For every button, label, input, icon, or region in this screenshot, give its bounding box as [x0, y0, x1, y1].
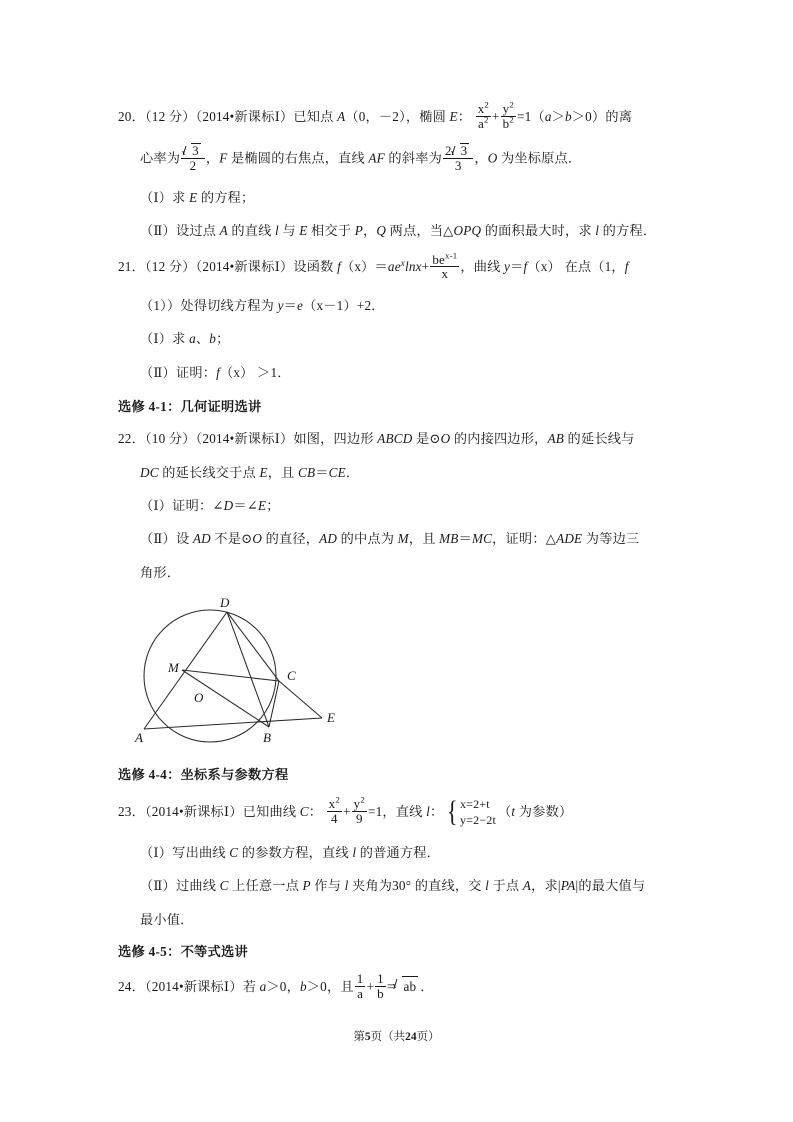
q21-curve-arg: （x）	[527, 259, 561, 275]
diagram-label-C: C	[287, 668, 296, 684]
q21-number: 21	[118, 259, 132, 275]
q20-frac1-den: a	[478, 115, 485, 131]
left-brace-icon: {	[447, 794, 459, 828]
q23-p2-P: P	[302, 878, 311, 894]
q21-frac-b: b	[432, 251, 440, 267]
q21-p2-f: f	[216, 364, 220, 380]
q20-p2-E: E	[299, 223, 308, 239]
q21-l1-c: 在点（1，	[560, 259, 625, 275]
q20-p2-l: l	[275, 223, 279, 239]
q20-sqrt3-b	[452, 143, 472, 158]
q21-l1-a: 设函数	[293, 259, 338, 275]
q21-p1-c: ；	[216, 331, 230, 347]
sec44-colon: ：	[167, 767, 181, 783]
q22-p2-b: 不是⊙	[210, 531, 253, 547]
q23-p3: 最小值．	[140, 911, 194, 927]
question-24-line-1: 24．（2014•新课标Ⅰ）若 a＞0，b＞0，且 $\frac{1}{a}$ + $\frac{1}{b}$ = ab ．	[118, 971, 434, 1001]
q20-sqrt2-coef: 2	[444, 143, 452, 159]
question-22-line-2	[118, 463, 678, 483]
q24-var-b: b	[300, 979, 307, 995]
question-20-line-2	[118, 145, 678, 174]
q22-p2-MB: MB	[439, 531, 459, 547]
q22-p1-eq: ＝	[233, 498, 247, 514]
q22-var-O: O	[440, 431, 451, 447]
q20-l2-e: ，	[474, 150, 488, 166]
q22-p2-MC: MC	[471, 531, 493, 547]
question-21-part-1	[118, 329, 678, 349]
q22-p2-O: O	[252, 531, 263, 547]
q21-curve-f: f	[523, 259, 528, 275]
q20-slope-fraction	[443, 143, 473, 172]
question-20-part-1	[118, 188, 678, 208]
q20-p1-a: （Ⅰ）求	[140, 189, 190, 205]
q20-p2-b: 的直线	[227, 223, 276, 239]
q24-eq: =	[386, 979, 395, 995]
q23-sys-row2: y=2−2t	[459, 813, 497, 828]
q24-frac2-num: 1	[377, 971, 384, 987]
q24-fraction-1-a	[355, 972, 366, 1000]
q23-frac2-num: y	[353, 796, 361, 812]
q23-p1-b: 的参数方程，直线	[238, 844, 353, 860]
q21-curve-eq: ＝	[510, 259, 524, 275]
q20-fraction-y2-b2: $\frac{y^2}{b^2}$	[502, 99, 514, 131]
diagram-label-M: M	[168, 660, 179, 676]
q22-source: （2014•新课标Ⅰ）	[195, 431, 294, 447]
q20-slope-den: 3	[454, 157, 462, 173]
q22-p2-AD: AD	[192, 531, 211, 547]
q22-p3: 角形．	[140, 564, 181, 580]
question-20-line-1: 20．（12 分）（2014•新课标Ⅰ）已知点 A（0，－2），椭圆 E： $\frac{x^2}{a^2}$ + $\frac{y^2}{b^2}$ =1（a＞b＞0）的离	[118, 99, 633, 131]
q20-p1-tail: 的方程；	[197, 189, 255, 205]
question-20-part-2	[118, 221, 678, 241]
q20-var-O: O	[487, 150, 498, 166]
q21-expr-lnx: lnx	[404, 259, 422, 275]
q24-plus: +	[366, 979, 375, 995]
question-21-line-1: 21．（12 分）（2014•新课标Ⅰ）设函数 $f(x)=ae^x\ln x+$ $\frac{be^{x-1}}{x}$ ，曲线 y＝f（x） 在点（1，f	[118, 250, 629, 282]
q23-number: 23	[118, 804, 132, 820]
q23-note-t: t	[511, 804, 516, 820]
q23-fraction-x2-4: $\frac{x^2}{4}$	[328, 795, 340, 827]
sec41-title: 几何证明选讲	[180, 399, 262, 415]
q20-sqrt3	[183, 143, 203, 158]
q21-curve-y: y	[504, 259, 511, 275]
q20-colon: ：	[457, 109, 472, 125]
q23-source: （2014•新课标Ⅰ）	[144, 804, 243, 820]
q22-l2-a: 的延长线交于点	[158, 464, 260, 480]
q20-p1-var: E	[189, 189, 198, 205]
question-21-part-2	[118, 363, 678, 383]
q23-eq: =1，	[367, 804, 396, 820]
q20-p2-Q: Q	[376, 223, 387, 239]
q24-number: 24	[118, 979, 132, 995]
section-heading-4-5	[118, 941, 678, 960]
q22-p2-f: ，证明：△	[492, 531, 557, 547]
q20-l2-f: 为坐标原点．	[497, 150, 582, 166]
q22-p2-AD2: AD	[319, 531, 338, 547]
q20-var-A: A	[337, 109, 346, 125]
q22-l1-b: 是⊙	[412, 431, 441, 447]
sec44-title: 坐标系与参数方程	[180, 767, 289, 783]
diagram-label-O: O	[194, 690, 204, 706]
q20-var-b: b	[565, 109, 572, 125]
q23-l1-a: 已知曲线	[242, 804, 300, 820]
sec45-prefix: 选修 4-5	[118, 944, 168, 960]
q20-gt2: ＞0）	[571, 109, 606, 125]
q23-var-l: l	[426, 804, 430, 820]
q24-l1-a: 若	[242, 979, 260, 995]
diagram-label-B: B	[263, 730, 271, 746]
q23-p2-l2: l	[485, 878, 490, 894]
q22-score: （10 分）	[144, 431, 196, 447]
question-21-line-2	[118, 296, 678, 316]
q20-sqrt3-den: 2	[189, 157, 197, 173]
q22-p2-e: ，且	[408, 531, 440, 547]
q20-p2-e: ，	[362, 223, 377, 239]
q21-l2-eq: ＝	[283, 297, 298, 313]
q23-p2-c: 作与	[310, 878, 345, 894]
q23-note-open: （	[498, 804, 512, 820]
q22-p2-ADE: ADE	[556, 531, 583, 547]
question-22-line-3	[118, 563, 678, 583]
sec45-colon: ：	[167, 944, 181, 960]
q20-frac2-num: y	[502, 101, 510, 117]
diagram-label-A: A	[135, 730, 143, 746]
q24-gt1: ＞0，	[266, 979, 300, 995]
section-heading-4-4	[118, 764, 678, 783]
q20-p2-OPQ: OPQ	[453, 223, 482, 239]
q22-p1-b: ；	[266, 498, 280, 514]
q22-p1-angle: ∠	[246, 498, 258, 514]
q20-eccentricity-fraction	[181, 143, 205, 172]
q22-l1-c: 的内接四边形，	[450, 431, 548, 447]
diagram-label-D: D	[220, 595, 230, 611]
sec41-colon: ：	[167, 399, 181, 415]
q22-var-AB: AB	[547, 431, 565, 447]
q20-source: （2014•新课标Ⅰ）	[195, 109, 294, 125]
q20-l2-c: 是椭圆的右焦点，直线	[227, 150, 369, 166]
q21-expr-ae: ae	[387, 259, 401, 275]
q22-p1-a: （Ⅰ）证明：∠	[140, 498, 224, 514]
q23-p2-g: ，求|	[531, 878, 561, 894]
segment-DC	[227, 612, 279, 681]
q23-p1-C: C	[229, 844, 239, 860]
q21-frac-den: x	[441, 266, 449, 282]
question-22-part-2	[118, 529, 678, 549]
q21-l2-a: （1））处得切线方程为	[140, 297, 278, 313]
q20-number: 20	[118, 109, 132, 125]
q23-p2-A: A	[522, 878, 532, 894]
question-23-line-1: 23．（2014•新课标Ⅰ）已知曲线 C： $\frac{x^2}{4}$ + $\frac{y^2}{9}$ =1，直线 l： { x=2+t y=2−2t （t 为参数）	[118, 794, 573, 828]
q23-p1-a: （Ⅰ）写出曲线	[140, 844, 230, 860]
q21-frac-e: e	[439, 251, 445, 267]
q22-var-ABCD: ABCD	[377, 431, 413, 447]
segment-DB	[227, 612, 269, 727]
q20-text-a: 已知点	[293, 109, 338, 125]
q22-var-CB: CB	[298, 464, 316, 480]
q23-frac1-num: x	[328, 796, 336, 812]
question-22-part-1	[118, 496, 678, 516]
question-23-part-2	[118, 876, 678, 896]
q20-p2-c: 与	[278, 223, 300, 239]
q21-eq: ＝	[374, 259, 388, 275]
q20-var-a: a	[544, 109, 552, 125]
q20-plus: +	[492, 109, 500, 125]
q23-note-rest: 为参数）	[515, 804, 573, 820]
q22-var-E: E	[259, 464, 268, 480]
q24-var-a: a	[259, 979, 267, 995]
q23-p2-C: C	[219, 878, 229, 894]
q24-frac2-den: b	[377, 985, 384, 1001]
q21-l2-y: y	[277, 297, 284, 313]
q23-colon2: ：	[429, 804, 444, 820]
q23-p2-h: |的最大值与	[575, 878, 646, 894]
q20-sqrt3-radicand: 3	[192, 143, 199, 159]
q24-gt2: ＞0，且	[306, 979, 354, 995]
q21-p1-b: 、	[195, 331, 210, 347]
q22-var-DC: DC	[140, 464, 159, 480]
q23-fraction-y2-9: $\frac{y^2}{9}$	[353, 795, 365, 827]
q22-p2-d: 的中点为	[337, 531, 398, 547]
q22-l2-c: ．	[345, 464, 360, 480]
q20-p2-a: （Ⅱ）设过点	[140, 223, 220, 239]
q21-p1-var-b: b	[209, 331, 217, 347]
q22-p1-E: E	[257, 498, 267, 514]
q23-plus: +	[343, 804, 351, 820]
page-footer	[0, 1028, 793, 1044]
q21-p1-var-a: a	[189, 331, 196, 347]
q22-l2-eq: ＝	[315, 464, 329, 480]
q22-p2-c: 的直径，	[262, 531, 320, 547]
q20-l2-a: 心率为	[140, 150, 181, 166]
diagram-label-E: E	[327, 710, 335, 726]
q21-source: （2014•新课标Ⅰ）	[195, 259, 294, 275]
footer-middle: 页（共	[370, 1031, 406, 1043]
q20-p2-P: P	[354, 223, 363, 239]
q20-text-tail: 的离	[605, 109, 633, 125]
q23-p2-d: 夹角为30°	[348, 878, 412, 894]
question-23-part-1	[118, 843, 678, 863]
q24-fraction-1-b	[375, 972, 386, 1000]
q22-p2-eq: ＝	[458, 531, 472, 547]
q22-p2-g: 为等边三	[582, 531, 640, 547]
q21-expr-plus: +	[421, 259, 430, 275]
q21-expr-sup: x	[400, 258, 405, 269]
footer-prefix: 第	[353, 1031, 365, 1043]
q20-p2-l2: l	[595, 223, 600, 239]
q23-p2-e: 的直线，交	[411, 878, 486, 894]
q22-p1-D: D	[223, 498, 234, 514]
q23-var-C: C	[299, 804, 309, 820]
segment-ABE	[144, 718, 322, 729]
q21-l1-b: ，曲线	[460, 259, 505, 275]
q20-l2-b: ，	[205, 150, 220, 166]
q21-frac-sup: x-1	[445, 250, 458, 261]
q20-var-E: E	[449, 109, 458, 125]
q21-p2-a: （Ⅱ）证明：	[140, 364, 217, 380]
q23-p2-PA: PA	[560, 878, 576, 894]
q24-frac1-den: a	[357, 985, 364, 1001]
geometry-diagram	[132, 594, 362, 754]
q23-colon: ：	[308, 804, 323, 820]
q20-p2-A: A	[219, 223, 228, 239]
q20-var-AF: AF	[368, 150, 385, 166]
q23-frac2-den: 9	[355, 811, 363, 827]
q21-l1-f2: f	[624, 259, 629, 275]
q21-fn-arg: （x）	[340, 259, 375, 275]
page-content	[118, 99, 678, 1015]
q20-sqrt3b-radicand: 3	[460, 143, 468, 159]
footer-page-number: 5	[364, 1031, 371, 1043]
q21-l2-rest: （x－1）+2．	[303, 297, 385, 313]
q20-gt1: ＞	[551, 109, 565, 125]
q23-sys-row1: x=2+t	[459, 797, 490, 812]
q21-p2-arg: （x）	[219, 364, 254, 380]
footer-suffix: 页）	[416, 1031, 440, 1043]
q20-eq1: =1（	[516, 109, 545, 125]
q21-fraction-bex-over-x	[430, 250, 459, 282]
segment-CE	[279, 681, 322, 718]
q23-p2-a: （Ⅱ）过曲线	[140, 878, 220, 894]
q23-parametric-system	[445, 796, 496, 828]
q21-l2-e: e	[297, 297, 304, 313]
q20-fraction-x2-a2: $\frac{x^2}{a^2}$	[477, 99, 490, 131]
q20-l2-d: 的斜率为	[384, 150, 442, 166]
sec45-title: 不等式选讲	[180, 944, 248, 960]
q23-p2-f: 于点	[489, 878, 523, 894]
q24-source: （2014•新课标Ⅰ）	[144, 979, 243, 995]
q24-frac1-num: 1	[356, 971, 364, 987]
q20-var-F: F	[219, 150, 228, 166]
q20-frac1-num: x	[477, 101, 485, 117]
q20-text-b: （0，－2），椭圆	[345, 109, 450, 125]
q20-p2-d: 相交于	[307, 223, 355, 239]
sec41-prefix: 选修 4-1	[118, 399, 168, 415]
q22-p2-M: M	[397, 531, 409, 547]
segment-CB	[269, 681, 279, 727]
q22-number: 22	[118, 431, 132, 447]
question-22-line-1: 22．（10 分）（2014•新课标Ⅰ）如图，四边形 ABCD 是⊙O 的内接四边形，AB 的延长线与	[118, 431, 635, 447]
q21-score: （12 分）	[144, 259, 196, 275]
q20-p2-h: 的方程．	[599, 223, 657, 239]
q24-period: ．	[420, 979, 434, 995]
q23-p1-l: l	[352, 844, 357, 860]
q22-p2-a: （Ⅱ）设	[140, 531, 193, 547]
q24-sqrt-ab	[394, 976, 420, 997]
q22-l2-b: ，且	[267, 464, 298, 480]
q23-p2-l: l	[344, 878, 349, 894]
footer-total-pages: 24	[405, 1031, 417, 1043]
q21-fn-f: f	[337, 259, 341, 275]
q20-p2-f: 两点，当△	[386, 223, 454, 239]
q20-p2-g: 的面积最大时，求	[481, 223, 596, 239]
question-23-line-3	[118, 910, 678, 930]
q20-frac2-den: b	[502, 115, 510, 131]
q21-p1-a: （Ⅰ）求	[140, 331, 190, 347]
q23-l1-b: 直线	[395, 804, 427, 820]
q23-p2-b: 上任意一点	[228, 878, 303, 894]
q21-p2-b: ＞1．	[253, 364, 291, 380]
section-heading-4-1	[118, 396, 678, 415]
q22-l1-a: 如图，四边形	[293, 431, 378, 447]
q20-score: （12 分）	[144, 109, 196, 125]
q23-p1-c: 的普通方程．	[356, 844, 441, 860]
q24-sqrt-radicand: ab	[402, 976, 418, 997]
q22-var-CE: CE	[328, 464, 346, 480]
q23-frac1-den: 4	[330, 811, 338, 827]
q23-param-note	[498, 805, 572, 820]
q22-l1-d: 的延长线与	[564, 431, 635, 447]
sec44-prefix: 选修 4-4	[118, 767, 168, 783]
